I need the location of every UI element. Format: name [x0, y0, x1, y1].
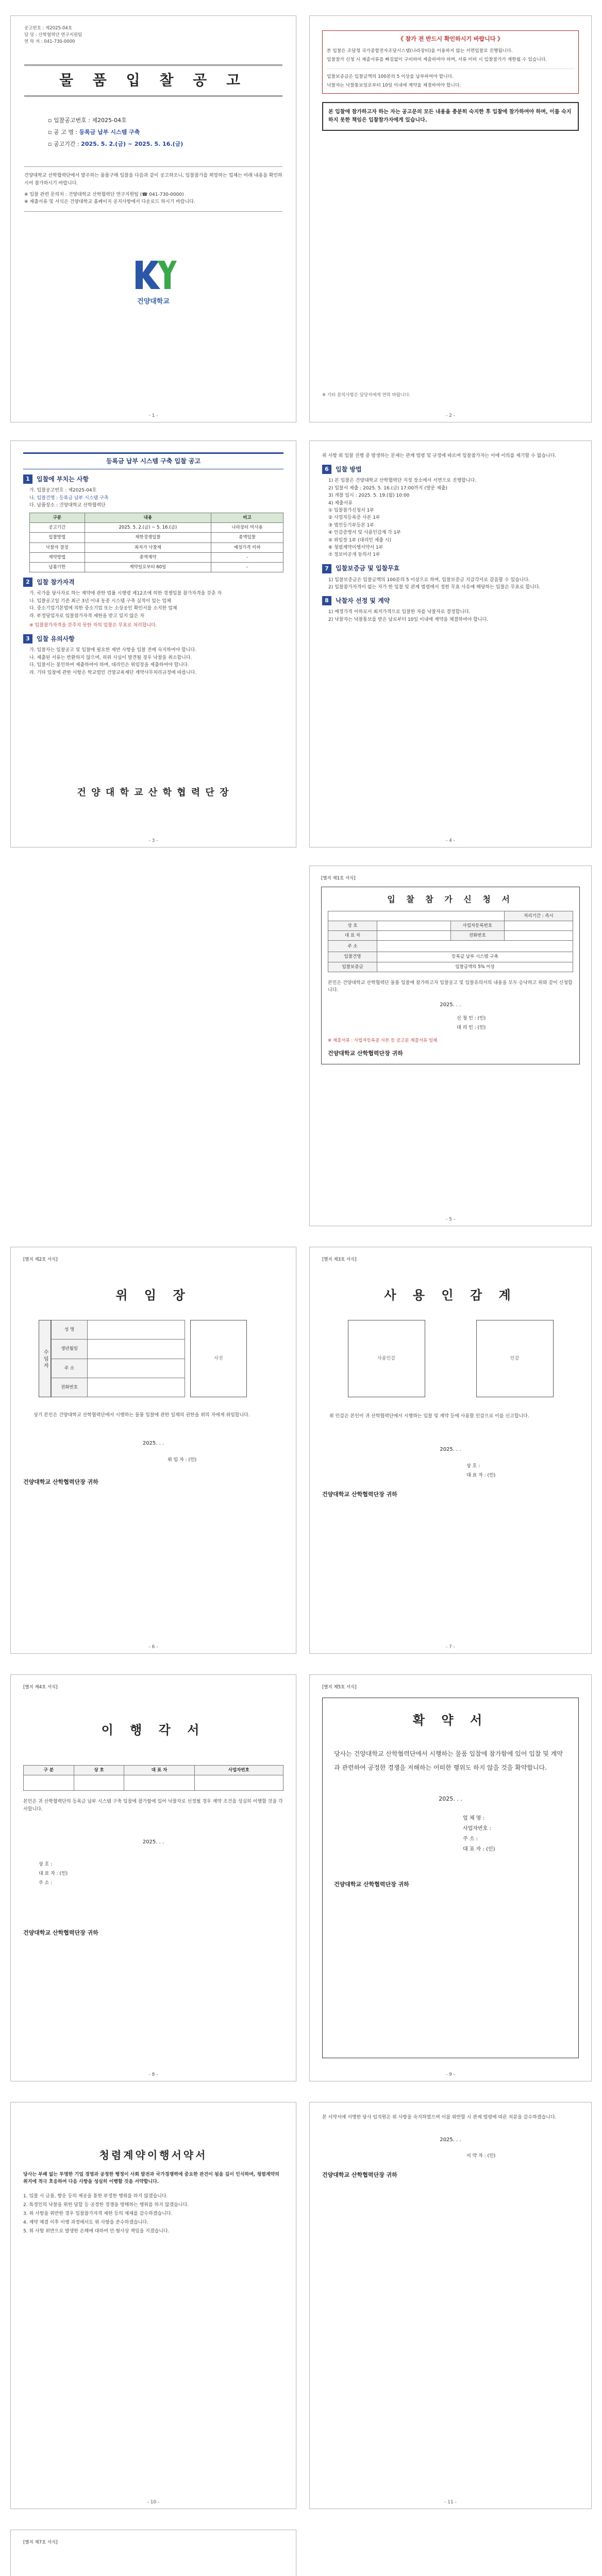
- table-row: 상 호 사업자등록번호: [328, 921, 573, 930]
- table-row: 성 명: [52, 1320, 185, 1340]
- form-label: [별지 제1호 서식]: [321, 876, 356, 881]
- section-3-items: [23, 647, 283, 676]
- page-4: [309, 440, 592, 848]
- form-recipient: 건양대학교 산학협력단장 귀하: [322, 1491, 397, 1498]
- item: 가. 입찰공고번호 : 제2025-04호: [29, 488, 97, 494]
- page-2: [309, 15, 592, 422]
- page-8: [10, 1674, 296, 2081]
- form-signature: 상 호 : 대 표 자 : (인) 주 소 :: [39, 1861, 68, 1886]
- section-1-heading: 1 입찰에 부치는 사항: [23, 474, 283, 484]
- bid-info-table: 구분 내용 비고 공고기간 2025. 5. 2.(금) ~ 5. 16.(금) 나라장터 미사용 입찰방법 제한경쟁입찰 총액입찰 낙찰자 결정 최저가 낙찰제 예정가격 이하 계약방법 총액계약 - 납품기한 계약일로부터 60일 -: [29, 513, 283, 573]
- page-10: [10, 2102, 296, 2509]
- notice-title: 물 품 입 찰 공 고: [59, 72, 248, 89]
- info-row: ▫ 입찰공고번호 : 제2025-04호: [48, 116, 127, 124]
- table-row: 입찰방법 제한경쟁입찰 총액입찰: [30, 533, 283, 543]
- issuer-signature: 건 양 대 학 교 산 학 협 력 단 장: [77, 787, 230, 798]
- info-row: ▫ 공고기간 : 2025. 5. 2.(금) ~ 2025. 5. 16.(금): [48, 141, 183, 148]
- pledge-table: 구 분 상 호 대 표 자 사업자번호: [23, 1765, 283, 1791]
- notice-item: 입찰참가 신청 시 제출서류를 빠짐없이 구비하여 제출하여야 하며, 서류 미비 시 입찰참가가 제한될 수 있습니다.: [327, 57, 547, 62]
- page-6: [10, 1247, 296, 1654]
- page-number: - 4 -: [446, 838, 455, 843]
- notice-item: 입찰보증금은 입찰금액의 100분의 5 이상을 납부하여야 합니다.: [327, 74, 454, 80]
- notice-item: 낙찰자는 낙찰통보일로부터 10일 이내에 계약을 체결하여야 합니다.: [327, 83, 461, 89]
- notice-box-items-2: [327, 69, 574, 89]
- pledge-item: 2. 특정인의 낙찰을 위한 담합 등 공정한 경쟁을 방해하는 행위를 하지 않겠습니다.: [23, 2202, 189, 2208]
- table-row: 계약방법 총액계약 -: [30, 552, 283, 562]
- section-3-heading: 3 입찰 유의사항: [23, 634, 283, 643]
- form-date: 2025. . .: [440, 2137, 461, 2143]
- page-number: - 6 -: [148, 1645, 158, 1650]
- notice-item: 본 입찰은 조달청 국가종합전자조달시스템(나라장터)을 이용하지 않는 서면입찰로 진행됩니다.: [327, 48, 513, 54]
- note-line: ※ 입찰 관련 문의처 : 건양대학교 산학협력단 연구지원팀 (☎ 041-730-0000): [24, 192, 184, 197]
- pledge-item: 4. 계약 체결 이후 이행 과정에서도 위 사항을 준수하겠습니다.: [23, 2220, 148, 2226]
- section-7-heading: 7 입찰보증금 및 입찰무효: [322, 564, 579, 573]
- item: 나. 입찰건명 : 등록금 납부 시스템 구축: [29, 495, 109, 501]
- item: 다. 중소기업기본법에 의한 중소기업 또는 소상공인 확인서를 소지한 업체: [29, 606, 177, 612]
- page-11: [309, 2102, 592, 2509]
- form-title: 이 행 각 서: [101, 1723, 206, 1738]
- form-date: 2025. . .: [142, 1440, 164, 1446]
- table-row: 대 표 자 전화번호: [328, 931, 573, 941]
- form-signature: 서 약 자 : (인): [466, 2153, 496, 2159]
- page-number: - 11 -: [444, 2500, 457, 2505]
- section-8-items: 1) 예정가격 이하로서 최저가격으로 입찰한 자를 낙찰자로 결정합니다. 2) 낙찰자는 낙찰통보를 받은 날로부터 10일 이내에 계약을 체결하여야 합니다.: [328, 609, 489, 622]
- notice-box-items: [327, 47, 574, 63]
- seal-boxes: [322, 1320, 579, 1397]
- registered-seal-box: 인감: [476, 1320, 554, 1397]
- section-6-heading: 6 입찰 방법: [322, 465, 579, 474]
- form-label: [별지 제3호 서식]: [322, 1257, 357, 1262]
- notice-info: [48, 114, 282, 150]
- form-text: 당사는 건양대학교 산학협력단에서 시행하는 물품 입찰에 참가함에 있어 입찰 및 계약과 관련하여 공정한 경쟁을 저해하는 어떠한 행위도 하지 않을 것을 확약합니다.: [334, 1750, 563, 1771]
- meta-line: 연 락 처 : 041-730-0000: [24, 39, 75, 44]
- form-recipient: 건양대학교 산학협력단장 귀하: [23, 1479, 98, 1485]
- note: ※ 입찰참가자격을 갖추지 못한 자의 입찰은 무효로 처리합니다.: [29, 623, 157, 628]
- commitment-form: [322, 1698, 579, 2058]
- pledge-item: 1. 입찰 시 금품, 향응 등의 제공을 통한 부정한 행위를 하지 않겠습니다.: [23, 2193, 168, 2199]
- page-1: [10, 15, 296, 422]
- table-row: 주 소: [52, 1359, 185, 1378]
- form-label: [별지 제7호 서식]: [23, 2540, 58, 2545]
- table-row: 입찰보증금 입찰금액의 5% 이상: [328, 962, 573, 972]
- page-2-footer: ※ 기타 문의사항은 담당자에게 연락 바랍니다.: [322, 393, 411, 398]
- page-number: - 10 -: [147, 2500, 160, 2505]
- form-title: 입 찰 참 가 신 청 서: [387, 894, 514, 905]
- pledge-item: 5. 위 사항 위반으로 발생한 손해에 대하여 민·형사상 책임을 지겠습니다.: [23, 2229, 170, 2234]
- form-title: 사 용 인 감 계: [384, 1288, 517, 1303]
- table-row: 주 소: [328, 941, 573, 952]
- form-label: [별지 제4호 서식]: [23, 1685, 58, 1690]
- form-recipient: 건양대학교 산학협력단장 귀하: [328, 1049, 403, 1057]
- konyang-logo-icon: [130, 258, 177, 294]
- delegate-block: 수 임 자 성 명 생년월일 주 소 전화번호 사진: [39, 1320, 283, 1397]
- delegate-table: [51, 1320, 185, 1397]
- page-7: [309, 1247, 592, 1654]
- form-signature: 상 호 : 대 표 자 : (인): [466, 1464, 496, 1478]
- divider: [24, 166, 282, 167]
- page-number: - 3 -: [148, 838, 158, 843]
- form-label: [별지 제2호 서식]: [23, 1257, 58, 1262]
- logo-name: 건양대학교: [137, 297, 170, 306]
- page-number: - 8 -: [148, 2072, 158, 2077]
- form-title: 청렴계약이행서약서: [99, 2149, 208, 2161]
- info-row: ▫ 공 고 명 : 등록금 납부 시스템 구축: [48, 128, 140, 135]
- page-3-header: 등록금 납부 시스템 구축 입찰 공고: [23, 452, 283, 469]
- table-row: 전화번호: [52, 1378, 185, 1397]
- item: 라. 기타 입찰에 관한 사항은 학교법인 건양교육재단 계약사무처리규정에 따릅니다.: [29, 670, 197, 675]
- table-row: 공고기간 2025. 5. 2.(금) ~ 5. 16.(금) 나라장터 미사용: [30, 522, 283, 532]
- application-table: 처리기간 : 즉시 상 호 사업자등록번호 대 표 자 전화번호 주 소 입찰건명 등록금 납부 시스템 구축 입찰보증금 입찰금액의 5% 이상: [328, 911, 573, 973]
- section-6-items: 1) 본 입찰은 건양대학교 산학협력단 지정 장소에서 서면으로 진행합니다. 2) 입찰서 제출 : 2025. 5. 16.(금) 17:00까지 (방문 제출) 3) 개찰 일시 : 2025. 5. 19.(월) 10:00 4) 제출서류 ① 입찰참가신청서 1부 ② 사업자등록증 사본 1부 ③ 법인등기부등본 1부 ④ 인감증명서 및 사용인감계 각 1부 ⑤ 위임장 1부 (대리인 제출 시) ⑥ 청렴계약이행서약서 1부 ⑦ 정보비공개 동의서 1부: [328, 478, 477, 558]
- form-title: 위 임 장: [115, 1288, 191, 1303]
- item: 가. 국가를 당사자로 하는 계약에 관한 법률 시행령 제12조에 의한 경쟁입찰 참가자격을 갖춘 자: [29, 591, 222, 597]
- notice-body: 건양대학교 산학협력단에서 발주하는 물품구매 입찰을 다음과 같이 공고하오니, 입찰참가를 희망하는 업체는 아래 내용을 확인하시어 참가하시기 바랍니다.: [24, 173, 282, 186]
- meta-line: 공고번호 : 제2025-04호: [24, 26, 73, 31]
- section-2-items: [23, 590, 283, 629]
- usage-seal-box: 사용인감: [348, 1320, 425, 1397]
- notice-notes: [24, 191, 282, 206]
- item: 다. 납품장소 : 건양대학교 산학협력단: [29, 503, 106, 509]
- page-number: - 7 -: [446, 1645, 455, 1650]
- table-row: 입찰건명 등록금 납부 시스템 구축: [328, 952, 573, 962]
- form-label: [별지 제5호 서식]: [322, 1685, 357, 1690]
- form-text: 본인은 귀 산학협력단의 등록금 납부 시스템 구축 입찰에 참가함에 있어 낙찰자로 선정될 경우 계약 조건을 성실히 이행할 것을 각서합니다.: [23, 1799, 283, 1812]
- notice-box: [322, 30, 579, 94]
- pledge-item: 3. 위 사항을 위반한 경우 입찰참가자격 제한 등의 제재를 감수하겠습니다.: [23, 2211, 173, 2216]
- section-7-items: 1) 입찰보증금은 입찰금액의 100분의 5 이상으로 하며, 입찰보증금 지급각서로 갈음할 수 있습니다. 2) 입찰참가자격이 없는 자가 한 입찰 및 관계 법령에서 정한 무효 사유에 해당하는 입찰은 무효로 합니다.: [328, 577, 541, 590]
- university-logo: [11, 258, 296, 307]
- section-1-items: [23, 487, 283, 509]
- page-12: [10, 2530, 296, 2576]
- page-1-meta: [24, 25, 282, 45]
- notice-title-wrap: [24, 64, 282, 97]
- form-text: 위 인감은 본인이 귀 산학협력단에서 시행하는 입찰 및 계약 등에 사용할 인감으로 이를 신고합니다.: [329, 1414, 529, 1419]
- form-date: 2025. . .: [440, 1446, 461, 1452]
- form-recipient: 건양대학교 산학협력단장 귀하: [322, 2171, 397, 2178]
- pledge-items: [23, 2192, 283, 2236]
- notice-box-title: 《 참가 전 반드시 확인하시기 바랍니다 》: [397, 36, 504, 42]
- form-text: 본 서약서에 서명한 당사 임직원은 위 사항을 숙지하였으며 이를 위반할 시 관계 법령에 따른 처분을 감수하겠습니다.: [322, 2115, 557, 2120]
- page-5: [309, 866, 592, 1226]
- page-number: - 1 -: [148, 413, 158, 418]
- form-signature: 신 청 인 : (인) 대 리 인 : (인): [457, 1016, 486, 1031]
- warning-box: 본 입찰에 참가하고자 하는 자는 공고문의 모든 내용을 충분히 숙지한 후 입찰에 참가하여야 하며, 이를 숙지하지 못한 책임은 입찰참가자에게 있습니다.: [322, 102, 579, 131]
- page-number: - 9 -: [446, 2072, 455, 2077]
- item: 다. 입찰서는 봉인하여 제출하여야 하며, 대리인은 위임장을 제출하여야 합니다.: [29, 663, 189, 668]
- form-recipient: 건양대학교 산학협력단장 귀하: [334, 1880, 409, 1888]
- form-signature: 위 임 자 : (인): [168, 1458, 197, 1463]
- form-title: 확 약 서: [412, 1713, 489, 1728]
- item: 가. 입찰자는 입찰공고 및 입찰에 필요한 제반 사항을 입찰 전에 숙지하여야 합니다.: [29, 648, 197, 653]
- page-number: - 5 -: [446, 1217, 455, 1222]
- form-signature: 업 체 명 : 사업자번호 : 주 소 : 대 표 자 : (인): [463, 1815, 495, 1852]
- form-recipient: 건양대학교 산학협력단장 귀하: [23, 1929, 98, 1936]
- form-date: 2025. . .: [142, 1839, 164, 1845]
- application-form: 입 찰 참 가 신 청 서 처리기간 : 즉시 상 호 사업자등록번호 대 표 자 전화번호 주 소 입찰건명 등록금 납부 시스템 구축 입찰보증금 입찰금액의 5% 이상 본인은 건양대학교 산학협력단 물품 입찰에 참가하고자 입찰공고 및 입찰유의서의 내용을 모두 승낙하고 위와 같이 신청합니다. 2025. . . 신 청 인 : (인) 대 리 인 : (인) ※ 제출서류 : 사업자등록증 사본 등 공고문 제출서류 일체 건양대학교 산학협력단장 귀하: [321, 887, 580, 1064]
- meta-line: 담 당 : 산학협력단 연구지원팀: [24, 32, 82, 38]
- page-3: [10, 440, 296, 848]
- form-intro: 당사는 부패 없는 투명한 기업 경영과 공정한 행정이 사회 발전과 국가경쟁력에 중요한 관건이 됨을 깊이 인식하며, 청렴계약의 취지에 적극 호응하여 다음 사항을 성실히 이행할 것을 서약합니다.: [23, 2172, 279, 2185]
- form-date: 2025. . .: [439, 1795, 462, 1802]
- form-text: 본인은 건양대학교 산학협력단 물품 입찰에 참가하고자 입찰공고 및 입찰유의서의 내용을 모두 승낙하고 위와 같이 신청합니다.: [328, 980, 573, 993]
- table-row: 생년월일: [52, 1340, 185, 1359]
- section-2-heading: 2 입찰 참가자격: [23, 578, 283, 587]
- table-row: 납품기한 계약일로부터 60일 -: [30, 563, 283, 572]
- section-8-heading: 8 낙찰자 선정 및 계약: [322, 596, 579, 605]
- divider: [24, 211, 282, 212]
- item: 나. 입찰공고일 기준 최근 3년 이내 동종 시스템 구축 실적이 있는 업체: [29, 598, 171, 604]
- page-number: - 2 -: [446, 413, 455, 418]
- page-9: [309, 1674, 592, 2081]
- photo-box: 사진: [190, 1320, 247, 1397]
- table-row: [24, 1775, 283, 1791]
- page-4-intro: 위 사항 외 입찰 진행 중 발생하는 문제는 관계 법령 및 규정에 따르며 입찰참가자는 이에 이의를 제기할 수 없습니다.: [322, 453, 557, 459]
- note-line: ※ 제출서류 및 서식은 건양대학교 홈페이지 공지사항에서 다운로드 하시기 바랍니다.: [24, 199, 195, 205]
- item: 라. 부정당업자로 입찰참가자격 제한을 받고 있지 않은 자: [29, 613, 144, 619]
- item: 나. 제출된 서류는 반환하지 않으며, 허위 사실이 발견될 경우 낙찰을 취소합니다.: [29, 655, 192, 660]
- form-date: 2025. . .: [440, 1002, 461, 1008]
- form-text: 상기 본인은 건양대학교 산학협력단에서 시행하는 물품 입찰에 관한 일체의 권한을 위의 자에게 위임합니다.: [34, 1413, 250, 1418]
- table-row: 낙찰자 결정 최저가 낙찰제 예정가격 이하: [30, 543, 283, 552]
